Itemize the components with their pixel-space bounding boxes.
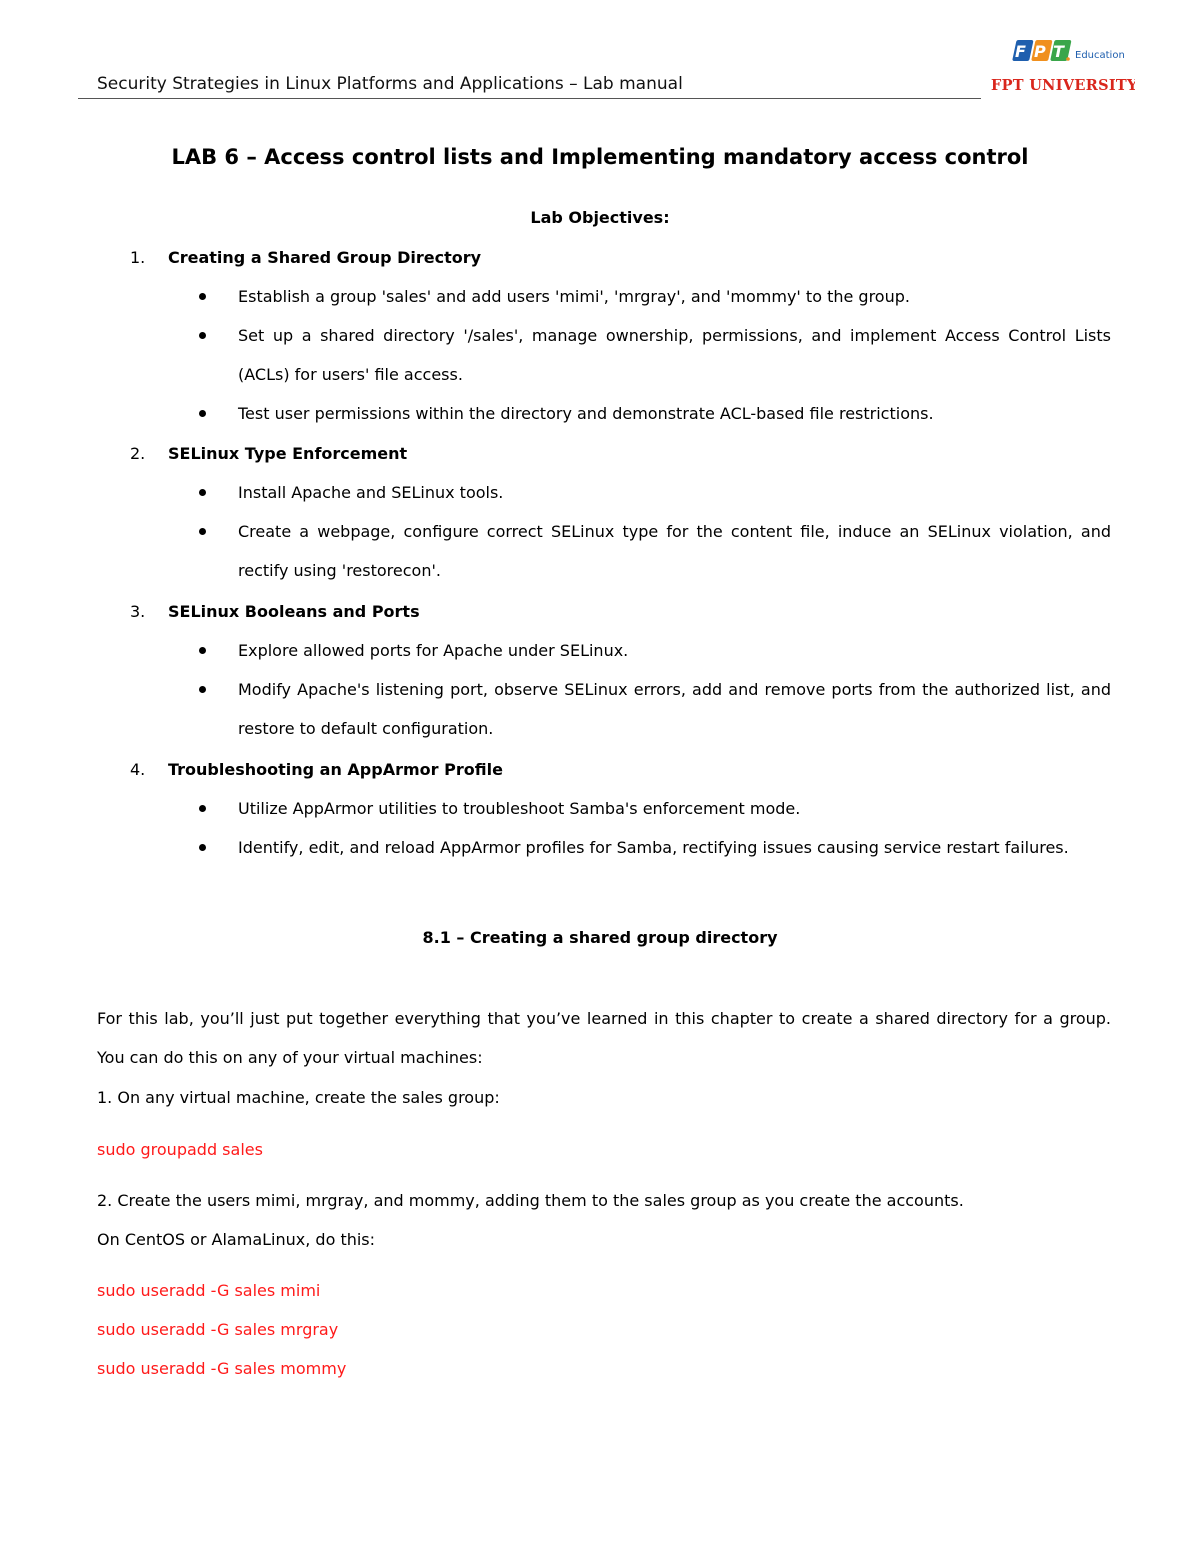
document-title: LAB 6 – Access control lists and Implementing mandatory access control	[171, 145, 1029, 169]
bullet-icon	[199, 844, 206, 851]
objective-number: 2.	[130, 444, 146, 463]
intro-paragraph: For this lab, you’ll just put together everything that you’ve learned in this chapter to create a shared directory for a group. You can do this on any of your virtual machines:	[97, 1009, 1111, 1067]
objective-heading-3	[130, 592, 420, 631]
bullet-text: Set up a shared directory '/sales', manage ownership, permissions, and implement Access Control Lists (ACLs) for users' file access.	[238, 326, 1111, 384]
objective-title: Troubleshooting an AppArmor Profile	[168, 760, 503, 779]
svg-text:T: T	[1053, 42, 1064, 61]
objective-number: 1.	[130, 248, 146, 267]
objective-bullet	[199, 277, 1111, 316]
command-line: sudo useradd -G sales mommy	[97, 1359, 347, 1378]
bullet-icon	[199, 293, 206, 300]
bullet-text: Install Apache and SELinux tools.	[238, 483, 504, 502]
step-2-note: On CentOS or AlamaLinux, do this:	[97, 1230, 376, 1249]
bullet-icon	[199, 805, 206, 812]
objective-number: 3.	[130, 602, 146, 621]
objective-bullet	[199, 670, 1111, 748]
bullet-text: Identify, edit, and reload AppArmor profiles for Samba, rectifying issues causing service restart failures.	[238, 838, 1069, 857]
objective-title: Creating a Shared Group Directory	[168, 248, 482, 267]
objective-title: SELinux Type Enforcement	[168, 444, 408, 463]
objective-heading-4	[130, 750, 503, 789]
objective-bullet	[199, 512, 1111, 590]
bullet-text: Test user permissions within the directory and demonstrate ACL-based file restrictions.	[238, 404, 934, 423]
objective-bullet	[199, 631, 1111, 670]
bullet-text: Modify Apache's listening port, observe SELinux errors, add and remove ports from the authorized list, and restore to default configuration.	[238, 680, 1111, 738]
fpt-logo-icon	[985, 38, 1135, 94]
objective-title: SELinux Booleans and Ports	[168, 602, 420, 621]
objectives-heading: Lab Objectives:	[530, 208, 670, 227]
bullet-icon	[199, 686, 206, 693]
fpt-university-logo	[985, 38, 1135, 94]
bullet-text: Establish a group 'sales' and add users 'mimi', 'mrgray', and 'mommy' to the group.	[238, 287, 910, 306]
objective-bullet	[199, 789, 1111, 828]
bullet-icon	[199, 489, 206, 496]
step-1-text: 1. On any virtual machine, create the sales group:	[97, 1088, 500, 1107]
bullet-text: Explore allowed ports for Apache under SELinux.	[238, 641, 629, 660]
objective-heading-1	[130, 238, 481, 277]
objective-number: 4.	[130, 760, 146, 779]
objective-bullet	[199, 316, 1111, 394]
subsection-heading: 8.1 – Creating a shared group directory	[422, 928, 778, 947]
svg-text:Education: Education	[1075, 50, 1125, 61]
bullet-icon	[199, 332, 206, 339]
header-divider	[78, 98, 981, 99]
objective-heading-2	[130, 434, 407, 473]
bullet-text: Create a webpage, configure correct SELinux type for the content file, induce an SELinux violation, and rectify using 'restorecon'.	[238, 522, 1111, 580]
svg-text:F: F	[1015, 42, 1026, 61]
bullet-icon	[199, 647, 206, 654]
bullet-text: Utilize AppArmor utilities to troubleshoot Samba's enforcement mode.	[238, 799, 801, 818]
command-line: sudo groupadd sales	[97, 1140, 263, 1159]
bullet-icon	[199, 528, 206, 535]
svg-text:P: P	[1034, 42, 1046, 61]
svg-text:FPT UNIVERSITY: FPT UNIVERSITY	[991, 77, 1135, 94]
command-line: sudo useradd -G sales mimi	[97, 1281, 321, 1300]
header-title: Security Strategies in Linux Platforms and Applications – Lab manual	[97, 74, 683, 94]
command-line: sudo useradd -G sales mrgray	[97, 1320, 339, 1339]
step-2-text: 2. Create the users mimi, mrgray, and mommy, adding them to the sales group as you create the accounts.	[97, 1191, 964, 1210]
bullet-icon	[199, 410, 206, 417]
objective-bullet	[199, 473, 1111, 512]
objective-bullet	[199, 828, 1111, 867]
objective-bullet	[199, 394, 1111, 433]
